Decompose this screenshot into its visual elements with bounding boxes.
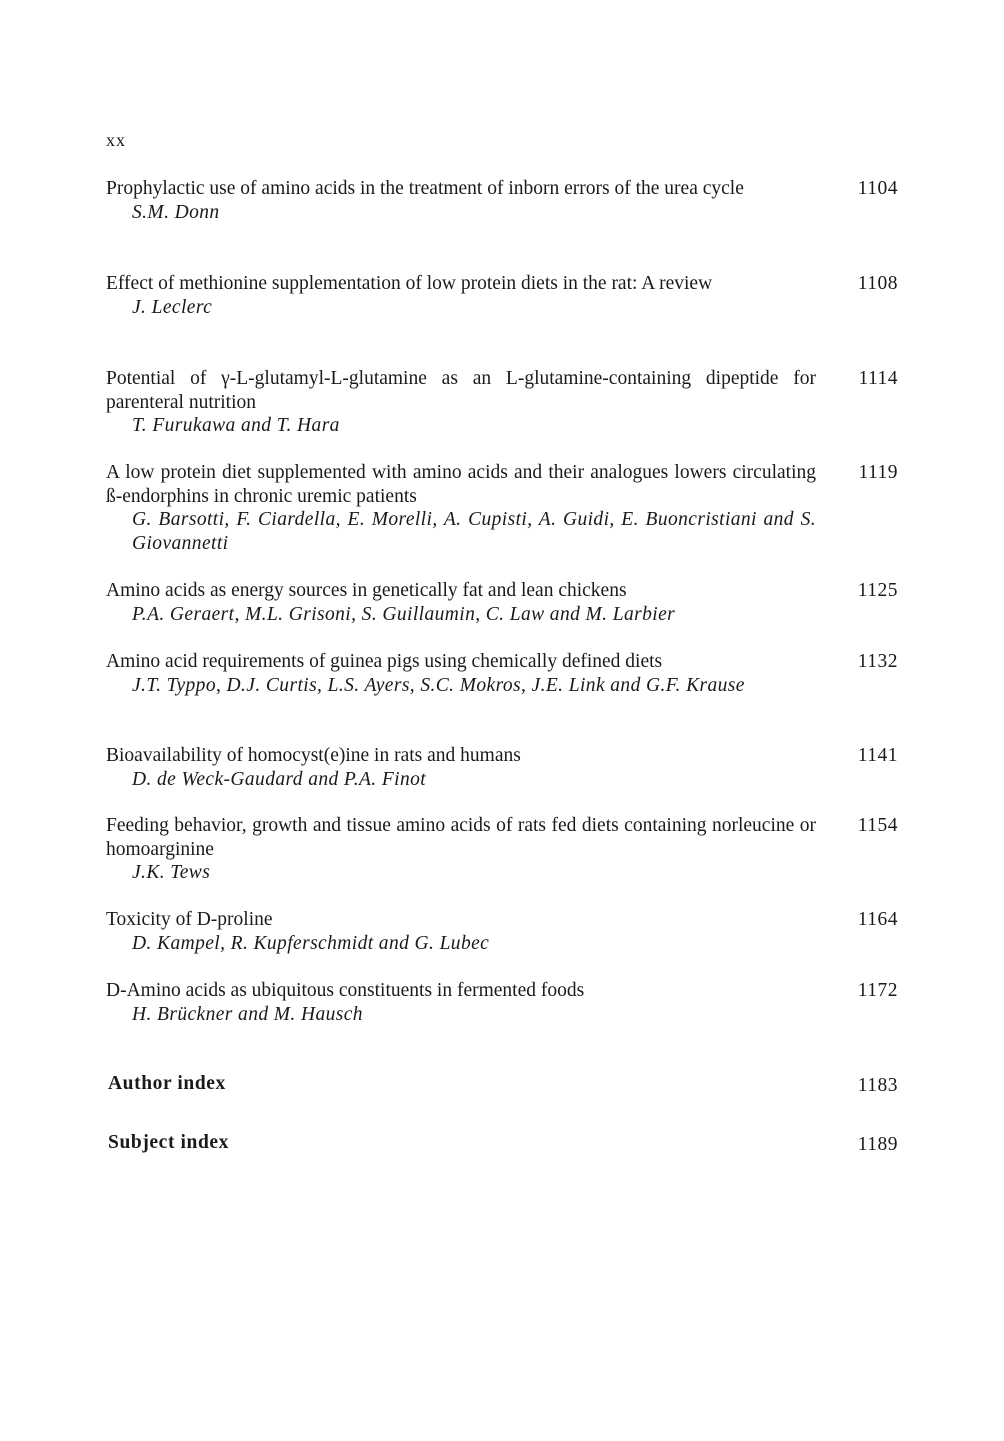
author-index-label: Author index	[108, 1073, 226, 1094]
entry-title: Amino acids as energy sources in genetically fat and lean chickens	[106, 580, 627, 601]
entry-page-number: 1141	[857, 745, 898, 766]
entry-title: Prophylactic use of amino acids in the treatment of inborn errors of the urea cycle	[106, 178, 744, 199]
entry-page-number: 1164	[857, 909, 898, 930]
entry-title: Feeding behavior, growth and tissue amino acids of rats fed diets containing norleucine or homoarginine	[106, 815, 816, 860]
toc-entry	[106, 908, 898, 955]
entry-title: Toxicity of D-proline	[106, 909, 273, 930]
author-index-entry	[108, 1072, 898, 1096]
entry-page-number: 1132	[857, 651, 898, 672]
entry-authors: J. Leclerc	[132, 296, 213, 318]
entry-authors: G. Barsotti, F. Ciardella, E. Morelli, A. Cupisti, A. Guidi, E. Buoncristiani and S. Giovannetti	[132, 509, 816, 554]
entry-authors: D. de Weck-Gaudard and P.A. Finot	[132, 768, 427, 790]
toc-entry	[106, 177, 898, 224]
entry-authors: J.K. Tews	[132, 862, 211, 883]
entry-page-number: 1125	[857, 580, 898, 601]
entry-page-number: 1108	[857, 273, 898, 294]
entry-authors: S.M. Donn	[132, 201, 220, 223]
toc-entry	[106, 979, 898, 1026]
entry-page-number: 1104	[857, 178, 898, 199]
entry-title: Bioavailability of homocyst(e)ine in rats and humans	[106, 745, 521, 766]
entry-page-number: 1114	[858, 368, 898, 389]
entry-page-number: 1119	[858, 462, 898, 483]
author-index-page-number: 1183	[857, 1075, 898, 1096]
subject-index-entry	[108, 1131, 898, 1155]
toc-entry	[106, 579, 898, 626]
subject-index-page-number: 1189	[857, 1134, 898, 1155]
entry-page-number: 1154	[857, 815, 898, 836]
page-number: xx	[106, 130, 126, 150]
entry-authors: J.T. Typpo, D.J. Curtis, L.S. Ayers, S.C. Mokros, J.E. Link and G.F. Krause	[132, 674, 745, 696]
entry-authors: T. Furukawa and T. Hara	[132, 415, 340, 436]
entry-title: Amino acid requirements of guinea pigs using chemically defined diets	[106, 651, 663, 672]
entry-page-number: 1172	[857, 980, 898, 1001]
entry-authors: P.A. Geraert, M.L. Grisoni, S. Guillaumin, C. Law and M. Larbier	[132, 603, 676, 625]
entry-authors: D. Kampel, R. Kupferschmidt and G. Lubec	[132, 932, 490, 954]
toc-entry	[106, 461, 898, 555]
toc-entry	[106, 814, 898, 885]
toc-entry	[106, 650, 898, 697]
subject-index-label: Subject index	[108, 1132, 230, 1153]
toc-entry	[106, 744, 898, 791]
entry-title: D-Amino acids as ubiquitous constituents in fermented foods	[106, 980, 585, 1001]
entry-authors: H. Brückner and M. Hausch	[132, 1003, 363, 1025]
entry-title: Potential of γ-L-glutamyl-L-glutamine as an L-glutamine-containing dipeptide for parenteral nutrition	[106, 368, 816, 413]
toc-entry	[106, 272, 898, 319]
entry-title: A low protein diet supplemented with amino acids and their analogues lowers circulating ß-endorphins in chronic uremic patients	[106, 462, 816, 507]
entry-title: Effect of methionine supplementation of low protein diets in the rat: A review	[106, 273, 713, 294]
toc-entry	[106, 367, 898, 438]
